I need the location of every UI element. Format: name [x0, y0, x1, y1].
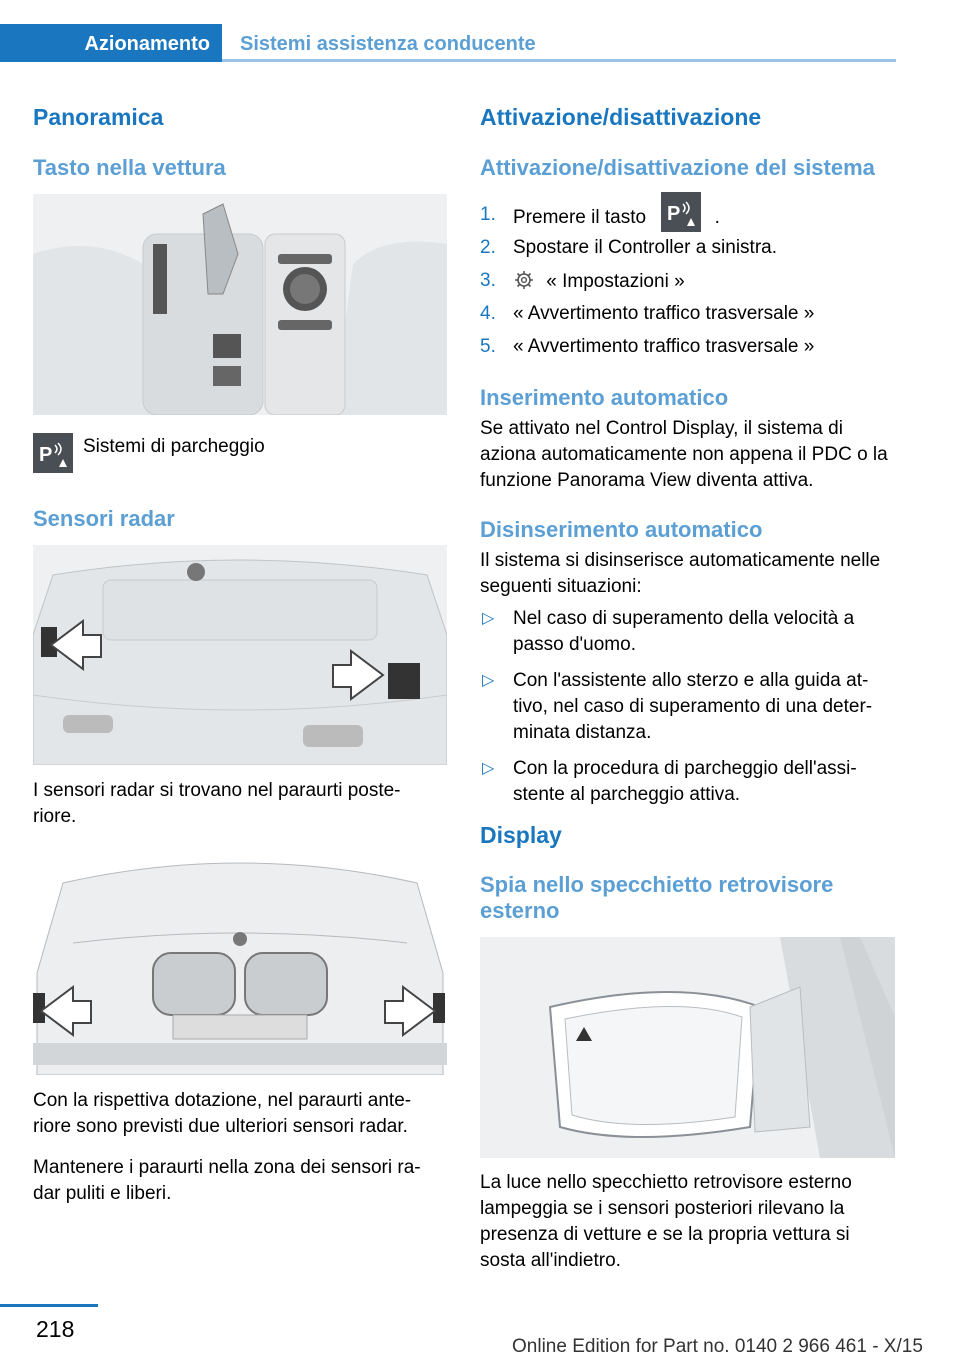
heading-attivazione-sistema: Attivazione/disattivazione del sistema — [480, 155, 875, 180]
heading-spia: Spia nello specchietto retrovisore esterno — [480, 872, 834, 923]
step-text — [513, 270, 685, 293]
heading-display: Display — [480, 822, 562, 848]
triangle-bullet-icon: ▷ — [482, 672, 495, 689]
step-number: 5. — [480, 336, 496, 357]
step-text: Spostare il Controller a sinistra. — [513, 237, 777, 258]
gear-icon — [513, 270, 535, 290]
bullet-list — [480, 606, 900, 818]
mirror-image — [480, 937, 895, 1158]
list-item-text: Con la procedura di parcheggio dell'assi-stente al parcheggio attiva. — [513, 758, 857, 805]
svg-text:P: P — [667, 203, 681, 225]
step-4 — [480, 303, 900, 336]
list-item — [480, 756, 900, 808]
list-item — [480, 606, 900, 658]
paragraph-sensori-puliti: Mantenere i paraurti nella zona dei sensori ra-dar puliti e liberi. — [33, 1157, 421, 1204]
icon-label-sistemi: Sistemi di parcheggio — [83, 436, 265, 457]
page-number: 218 — [36, 1316, 75, 1342]
paragraph-disinserimento: Il sistema si disinserisce automaticamente nelle seguenti situazioni: — [480, 550, 881, 597]
console-image — [33, 194, 447, 415]
step-number: 3. — [480, 270, 496, 291]
step-number: 4. — [480, 303, 496, 324]
front-bumper-image — [33, 853, 447, 1075]
heading-sensori-radar: Sensori radar — [33, 506, 175, 531]
rear-bumper-image — [33, 545, 447, 765]
parking-sensor-icon — [33, 433, 73, 473]
paragraph-inserimento: Se attivato nel Control Display, il sistema di aziona automaticamente non appena il PDC o la funzione Panorama View diventa attiva. — [480, 418, 888, 491]
step-number: 1. — [480, 204, 496, 225]
heading-panoramica: Panoramica — [33, 104, 164, 130]
step-2 — [480, 237, 900, 270]
paragraph-sensori-posteriori: I sensori radar si trovano nel paraurti poste-riore. — [33, 780, 401, 827]
paragraph-spia: La luce nello specchietto retrovisore esterno lampeggia se i sensori posteriori rilevano la presenza di vetture e se la propria vettura si sosta all'indietro. — [480, 1172, 852, 1271]
header — [0, 24, 896, 62]
list-item-text: Nel caso di superamento della velocità a passo d'uomo. — [513, 608, 855, 655]
list-item-text: Con l'assistente allo sterzo e alla guida at-tivo, nel caso di superamento di una deter-minata distanza. — [513, 670, 873, 743]
edition-note: Online Edition for Part no. 0140 2 966 461 - X/15 — [512, 1336, 923, 1357]
triangle-bullet-icon: ▷ — [482, 760, 495, 777]
heading-inserimento: Inserimento automatico — [480, 385, 729, 410]
heading-disinserimento: Disinserimento automatico — [480, 517, 763, 542]
heading-tasto: Tasto nella vettura — [33, 155, 226, 180]
triangle-bullet-icon: ▷ — [482, 610, 495, 627]
step-3 — [480, 270, 900, 303]
tab-azionamento[interactable] — [0, 24, 222, 62]
header-underline — [222, 59, 896, 62]
footer-rule — [0, 1304, 98, 1307]
list-item — [480, 668, 900, 746]
steps-list — [480, 204, 900, 369]
step-1 — [480, 204, 900, 237]
tab-sistemi-assistenza[interactable]: Sistemi assistenza conducente — [240, 33, 536, 55]
parking-icon-row — [33, 433, 73, 473]
heading-attivazione: Attivazione/disattivazione — [480, 104, 762, 130]
svg-text:P: P — [39, 444, 53, 466]
step-text: « Avvertimento traffico trasversale » — [513, 336, 815, 357]
paragraph-sensori-anteriori: Con la rispettiva dotazione, nel paraurti ante-riore sono previsti due ulteriori sensori radar. — [33, 1090, 412, 1137]
parking-sensor-icon — [661, 192, 701, 232]
step-text — [513, 204, 720, 232]
step-text-label: Premere il tasto — [513, 207, 647, 229]
step-text-label: « Impostazioni » — [546, 271, 685, 292]
tab-azionamento-label: Azionamento — [84, 33, 210, 55]
step-text-suffix: . — [714, 207, 720, 229]
step-5 — [480, 336, 900, 369]
step-number: 2. — [480, 237, 496, 258]
step-text: « Avvertimento traffico trasversale » — [513, 303, 815, 324]
